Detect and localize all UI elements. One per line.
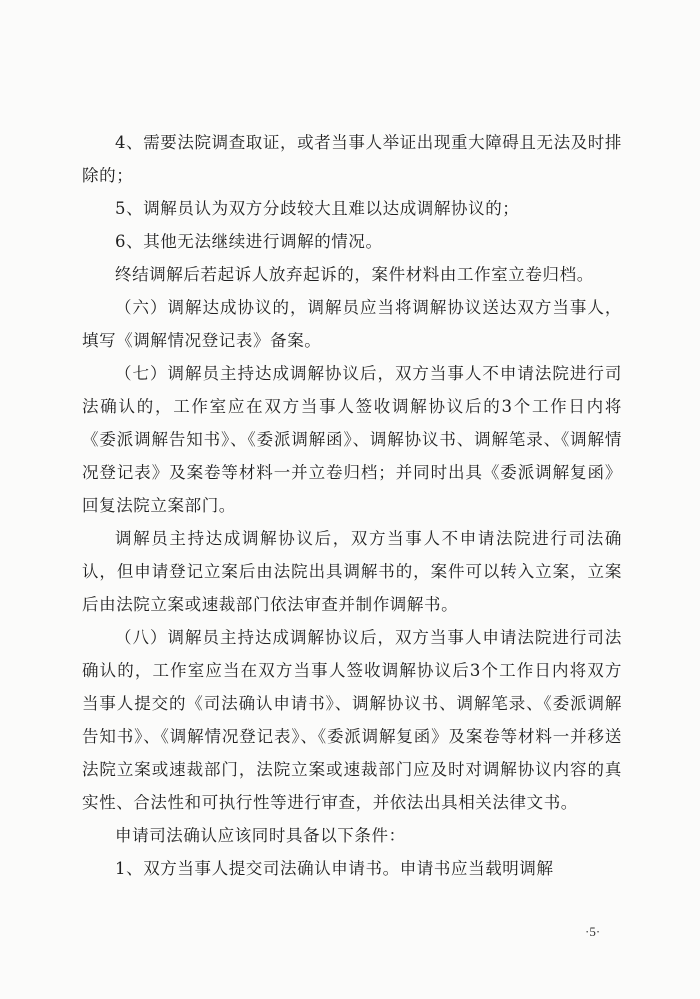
document-body xyxy=(82,126,622,885)
paragraph-mediation-document: 调解员主持达成调解协议后，双方当事人不申请法院进行司法确认，但申请登记立案后由法院出具调解书的，案件可以转入立案，立案后由法院立案或速裁部门依法审查并制作调解书。 xyxy=(82,529,622,614)
paragraph-termination-archive: 终结调解后若起诉人放弃起诉的，案件材料由工作室立卷归档。 xyxy=(115,265,594,284)
page-number: ·5· xyxy=(585,924,601,939)
paragraph-conditions-intro: 申请司法确认应该同时具备以下条件： xyxy=(115,826,406,845)
paragraph-item-6: 6、其他无法继续进行调解的情况。 xyxy=(115,232,383,251)
paragraph-section-8: （八）调解员主持达成调解协议后，双方当事人申请法院进行司法确认的，工作室应当在双方当事人签收调解协议后3个工作日内将双方当事人提交的《司法确认申请书》、调解协议书、调解笔录、《委派调解告知书》、《调解情况登记表》、《委派调解复函》及案卷等材料一并移送法院立案或速裁部门，法院立案或速裁部门应及时对调解协议内容的真实性、合法性和可执行性等进行审查，并依法出具相关法律文书。 xyxy=(82,628,622,812)
paragraph-section-6: （六）调解达成协议的，调解员应当将调解协议送达双方当事人，填写《调解情况登记表》备案。 xyxy=(82,298,622,350)
paragraph-condition-1: 1、双方当事人提交司法确认申请书。申请书应当载明调解 xyxy=(115,859,554,878)
paragraph-item-5-text: 调解员认为双方分歧较大且难以达成调解协议的； xyxy=(143,199,520,218)
paragraph-item-4: 4、需要法院调查取证，或者当事人举证出现重大障碍且无法及时排除的； xyxy=(82,133,622,185)
paragraph-section-7: （七）调解员主持达成调解协议后，双方当事人不申请法院进行司法确认的，工作室应在双方当事人签收调解协议后的3个工作日内将《委派调解告知书》、《委派调解函》、调解协议书、调解笔录、《调解情况登记表》及案卷等材料一并立卷归档；并同时出具《委派调解复函》回复法院立案部门。 xyxy=(82,364,622,515)
paragraph-item-5 xyxy=(82,192,622,225)
item-number-5: 5、 xyxy=(115,199,144,218)
